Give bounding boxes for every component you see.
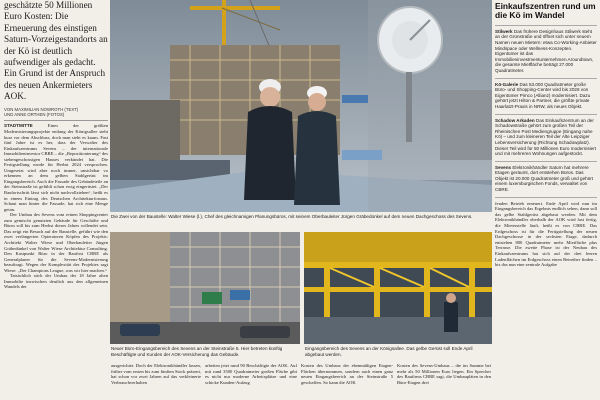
entry-heading: Schadow Arkaden <box>495 117 535 123</box>
entry-heading: Kö-Galerie <box>495 81 519 87</box>
paragraph-1-text: Eines der größten Modernisierungsprojekte entlang der Königsallee steht kurz vor dem Abschluss, doch man sieht es kaum. Fast fünf Jahre ist es her, dass der Verwalter des Einkaufszentrums Sevens – der internationale Immobilieninvestor CBRE – die „Repositionierung“ des siebengeschossigen Hauses verkündet hat. Die Fertigstellung wurde für Herbst 2024 versprochen. Umgesetzt wird aber noch immer, unsichtbar vo erkennen an dem gelben Stahlgerüst im Eingangsbereich. Auch die Fassade des Gebäudeteile an der Steinstraße ist gefühlt schon ewig eingerüstet. „Der Baufortschritt lässt sich nicht nachvollziehen“, heißt es in einem Eintrag des Deutschen Architekturforums. Schaut man hinter die Fassade, hat sich eine Menge getan. <box>4 123 108 212</box>
divider <box>495 161 597 162</box>
paragraph-1 <box>4 123 108 212</box>
body-column-1: ausgerichtet. Doch der Elektronikhändler lassen, früher vom ersten bis zum fünften Stock präsent, hat schon vor zwei Jahren auf das verkleinerte Verbrauchverhalten <box>111 363 201 385</box>
sidebar-entry-schadow-arkaden <box>495 118 597 157</box>
bottom-right-photo <box>304 232 492 344</box>
article-body <box>4 123 108 289</box>
article-lead: geschätzte 50 Millionen Euro Kosten: Die Erneuerung des einstigen Saturn-Vorzeigestandorts an der Kö ist deutlich aufwendiger als gedacht. Ein Grund ist der Anspruch des neuen Ankermieters AOK. <box>4 0 108 102</box>
bottom-left-caption: Neuer Büro-Eingangsbereich des Sevens an der Steinstraße 5. Hier betreten künftig Beschäftigte und Kunden der AOK-Versicherung das Gebäude. <box>111 346 283 357</box>
top-photo <box>110 0 492 212</box>
body-column-2: arbeiten jetzt rund 90 Beschäftigte der AOK. Auf mit rund 3500 Quadratmeter großen Fläche gibt es nicht nur moderne Arbeitsplätze und eine schicke Kunden-Aufzug <box>205 363 297 385</box>
construction-rooftop-image <box>110 0 492 212</box>
sidebar-entry-sevens <box>495 165 597 193</box>
byline-text: VON MAXIMILIAN NOWROTH (TEXT) <box>4 106 79 112</box>
sidebar-title: Einkaufszentren rund um die Kö im Wandel <box>495 1 596 21</box>
body-column-5: fenden Betrieb erneuert. Ende April wird nun im Eingangsbereich das Ergebnis endlich sehen, dann soll das gelbe Stahlgerüst abgebaut werden. Mit dem Elektronikhändler oberhalb der AOK wird fast fertig, die Mieterstelle läuft, heißt es von CBRE. Das Erdgeschoss ist für die Fertigstellung der neuen Dachgeschosse in der sechsten Etage, dadurch entstehen 800 Quadratmeter mehr Mietfläche plus Terrasse. Die zweite Phase ist der Neubau des Einkaufszentrums hat sich auf der drei leeren Ladenflächen im Erdgeschoss einen Betreiber finden – bis das nun eine zentrale Aufgabe <box>495 200 597 268</box>
entry-heading: Stilwerk <box>495 28 513 34</box>
divider <box>495 197 597 198</box>
entry-text: Elektronikhändler Saturn hat mehrere Etagen geräumt, dort entstehen Büros. Das Objekt ist 20.000 Quadratmeter groß und gehört einem luxemburgischen Fonds, verwaltet von CBRE. <box>495 164 594 193</box>
entry-text: Das 53.000 Quadratmeter große Büro- und Shopping-Center wird bis 2026 von Eigentümer Pimco (Allianz) modernisiert. Dazu gehört jetzt Hilton & Partner, die größte private Haarlatzt-Praxis in NRW, als neues Objekt. <box>495 81 591 109</box>
divider <box>4 120 108 121</box>
byline-photos: UND ANNE ORTHEN (FOTOS) <box>4 112 65 118</box>
paragraph-3: Tatsächlich stich der Umbau der 18 Jahre alten Immobilie inzwischen deutlich aus den allgemeinen Wandels der <box>4 273 108 290</box>
yellow-scaffold-image <box>304 232 492 344</box>
left-article-column <box>4 0 108 400</box>
divider <box>495 78 597 79</box>
info-sidebar <box>495 0 597 400</box>
bottom-left-photo <box>110 232 300 344</box>
entry-text: Das frühere Designhaus Stilwerk steht an der Grünstraße und öffnet sich unter neuem Namen neuen Mietern: etwa Co-Working-Anbieter Mindspace oder Wellness-Konzepten. Eigentümer ist das Immobilieninvestmentunternehmen Aroundtown, die gesamte Mietfläche beträgt 27.000 Quadratmeter. <box>495 28 597 73</box>
divider <box>495 25 597 26</box>
sidebar-entry-koe-galerie <box>495 82 597 110</box>
dateline-kicker: STADTMITTE <box>4 123 33 129</box>
body-column-4: Kosten des Sevens-Umbaus – die im Summe bei mehr als 50 Millionen Euro liegen. Ein Sprecher des Baufirms CBRE sagt, die Umbaupläten in den Büro-Etagen drei <box>397 363 491 385</box>
body-column-3: Kosten des Umbaus der ebenmäßigen Etagen-Flächen übernommen, sondern auch einen ganz neuen Eingangsbereich an der Steinstraße 5 geschaffen. So kann die AOK <box>301 363 393 385</box>
bottom-right-caption: Eingangsbereich des Sevens an der Königsallee. Das gelbe Gerüst soll Ende April abgebaut werden. <box>305 346 473 357</box>
office-entrance-image <box>110 232 300 344</box>
top-photo-caption: Die Zwei von der Baustelle: Walter Wiese (l.), Chef des gleichnamigen Planungsbüros, mit seinem Oberbauleiter Jürgen Gräbedünkel auf dem neuen Dachgeschoss des Sevens. <box>111 214 473 219</box>
entry-text: Das Einkaufszentrum an der Schadowstraße gehört zum großen Teil der Rheinischen Post Mediengruppe (Eingang nahe Kö) – und zum kleineren Teil der Alte Leipziger Lebensversicherung (Richtung Schadowplatz). Dieser Teil wird für 50 Millionen Euro modernisiert und mit mehreren Wohnungen aufgestockt. <box>495 117 597 157</box>
divider <box>495 114 597 115</box>
byline <box>4 107 108 118</box>
entry-heading: Sevens <box>495 164 512 170</box>
sidebar-entry-stilwerk <box>495 29 597 74</box>
paragraph-2: Der Umbau des Sevens vom reinen Shoppingcenter zum gemischt genutzten Gebäude für Geschäfte und Büros soll bis zum Herbst dieses Jahres vollendet sein. Das zeigt ein Besuch auf der Baustelle, geführt wie den zwei verlängerten Opteratoren Köpfen des Projekts: Architekt Walter Wiese und Oberbauleiter Jürgen Gräbedünkel von Walter Wiese Architektur Consulting. Den Kastpunkt Büro in der Baufirst CBRE als Generalplaner für die Sevens-Modernisierung beauftragt. Wegen der Komplexität des Projektes sagt Wiese: „Der Champions League, was wir hier machen.“ <box>4 212 108 273</box>
